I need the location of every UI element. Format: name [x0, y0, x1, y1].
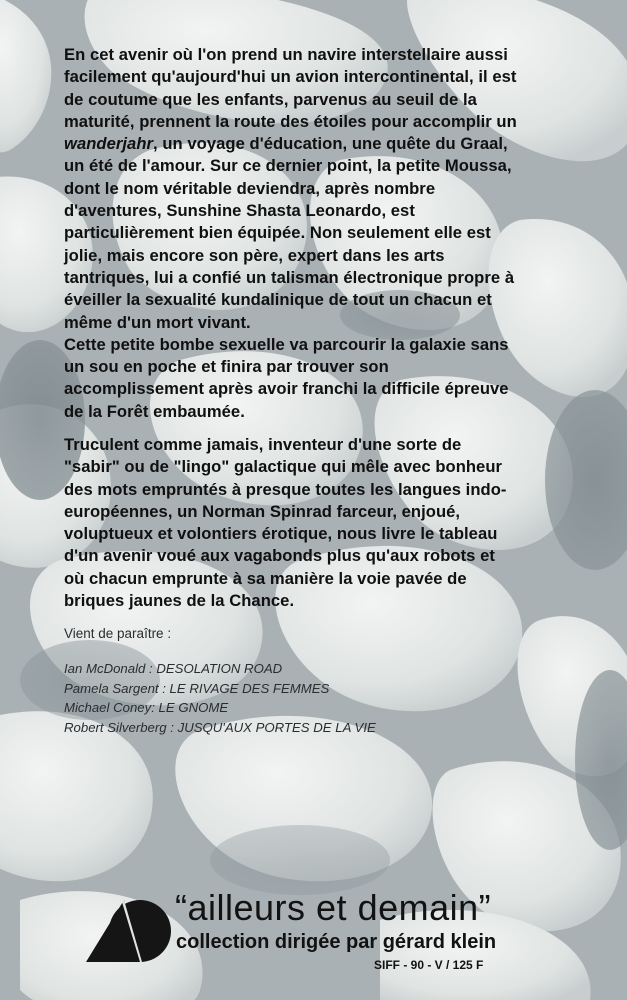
text-run: de la Forêt embaumée. — [64, 401, 245, 421]
text-line — [64, 267, 612, 289]
recent-titles-list — [64, 659, 376, 737]
text-run: En cet avenir où l'on prend un navire interstellaire aussi — [64, 45, 508, 64]
description-paragraph-1 — [64, 44, 612, 423]
text-line — [64, 245, 612, 267]
text-run: d'aventures, Sunshine Shasta Leonardo, est — [64, 201, 415, 221]
italic-term: wanderjahr — [64, 134, 154, 154]
text-run: un été de l'amour. Sur ce dernier point, la petite Moussa, — [64, 156, 512, 176]
text-line — [64, 222, 612, 244]
text-run: jolie, mais encore son père, expert dans les arts — [64, 245, 445, 265]
recent-title-item: Michael Coney: LE GNOME — [64, 700, 229, 715]
text-line — [64, 378, 612, 400]
text-line — [64, 434, 612, 456]
text-line — [64, 111, 612, 133]
text-run: voluptueux et volontiers érotique, nous livre le tableau — [64, 524, 498, 544]
text-line — [64, 334, 612, 356]
recent-title-item: Pamela Sargent : LE RIVAGE DES FEMMES — [64, 680, 330, 696]
text-run: de coutume que les enfants, parvenus au seuil de la — [64, 89, 477, 109]
text-line — [64, 456, 612, 478]
recent-title-item: Robert Silverberg : JUSQU'AUX PORTES DE LA VIE — [64, 719, 376, 735]
text-run: "sabir" ou de "lingo" galactique qui mêle avec bonheur — [64, 457, 503, 477]
text-line — [64, 401, 612, 423]
text-run: Truculent comme jamais, inventeur d'une sorte de — [64, 435, 462, 454]
text-run: maturité, prennent la route des étoiles pour accomplir un — [64, 111, 517, 131]
text-line — [64, 200, 612, 222]
text-run: où chacun emprunte à sa manière la voie pavée de — [64, 568, 467, 588]
text-run: d'un avenir voué aux vagabonds plus qu'aux robots et — [64, 546, 495, 566]
text-line — [64, 133, 612, 155]
recent-title-item: Ian McDonald : DESOLATION ROAD — [64, 661, 283, 676]
text-run: des mots empruntés à presque toutes les langues indo- — [64, 479, 507, 499]
triangle-circle-logo-icon — [84, 898, 174, 964]
text-line — [64, 590, 612, 612]
text-line — [64, 356, 612, 378]
text-run: briques jaunes de la Chance. — [64, 591, 295, 611]
text-line — [64, 44, 612, 66]
text-run: , un voyage d'éducation, une quête du Graal, — [153, 134, 508, 154]
text-run: particulièrement bien équipée. Non seulement elle est — [64, 223, 491, 243]
text-line — [64, 289, 612, 311]
text-line — [64, 66, 612, 88]
text-run: éveiller la sexualité kundalinique de tout un chacun et — [64, 290, 492, 310]
text-run: Cette petite bombe sexuelle va parcourir la galaxie sans — [64, 334, 509, 354]
description-paragraph-2 — [64, 434, 612, 612]
text-line — [64, 501, 612, 523]
text-run: dont le nom véritable deviendra, après nombre — [64, 178, 436, 198]
collection-director: collection dirigée par gérard klein — [176, 931, 497, 953]
text-line — [64, 89, 612, 111]
text-line — [64, 155, 612, 177]
text-run: facilement qu'aujourd'hui un avion intercontinental, il est — [64, 67, 517, 87]
text-line — [64, 178, 612, 200]
price-code: SIFF - 90 - V / 125 F — [374, 958, 484, 972]
text-run: tantriques, lui a confié un talisman électronique propre à — [64, 267, 515, 287]
text-line — [64, 568, 612, 590]
collection-title: “ailleurs et demain” — [175, 887, 492, 928]
text-line — [64, 545, 612, 567]
text-line — [64, 312, 612, 334]
text-run: accomplissement après avoir franchi la difficile épreuve — [64, 379, 509, 399]
text-line — [64, 479, 612, 501]
text-line — [64, 523, 612, 545]
text-run: même d'un mort vivant. — [64, 312, 251, 332]
recent-titles-heading: Vient de paraître : — [64, 626, 172, 641]
text-run: un sou en poche et finira par trouver son — [64, 357, 389, 377]
text-run: européennes, un Norman Spinrad farceur, enjoué, — [64, 501, 461, 521]
